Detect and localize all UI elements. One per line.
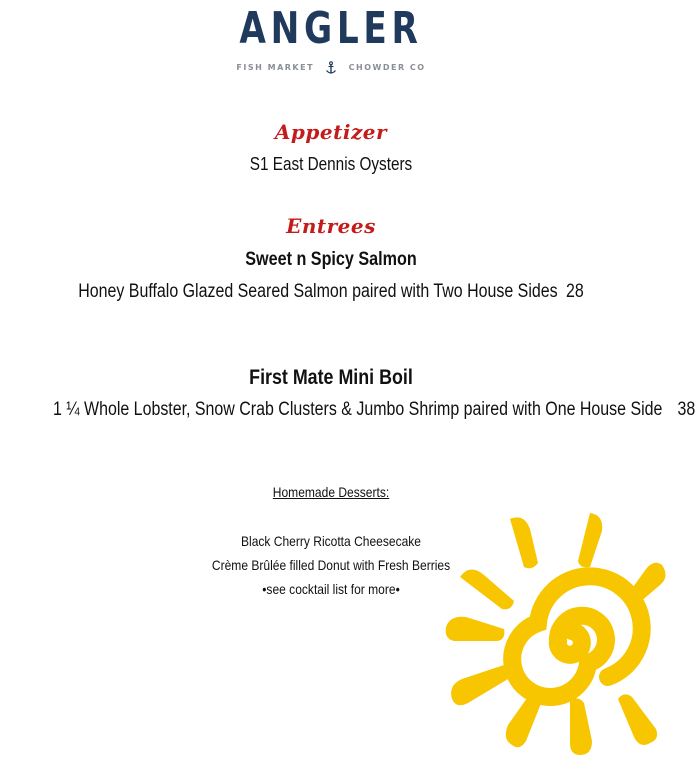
dish-2-name: First Mate Mini Boil [249, 366, 413, 389]
logo-wordmark: ANGLER [239, 3, 423, 54]
dish-2-line [52, 399, 695, 421]
dish-2-description: 1 ¼ Whole Lobster, Snow Crab Clusters & Jumbo Shrimp paired with One House Side [52, 399, 663, 420]
dish-1-name: Sweet n Spicy Salmon [245, 249, 417, 270]
dish-1-price: 28 [566, 281, 584, 302]
desserts-title [46, 484, 615, 500]
cocktail-note: •see cocktail list for more• [262, 581, 400, 597]
anchor-icon [324, 61, 338, 75]
sun-icon [440, 505, 680, 765]
logo-tagline [0, 60, 662, 76]
logo-tagline-right: CHOWDER CO [348, 63, 426, 72]
dish-1-line [53, 281, 609, 303]
appetizer-title: Appetizer [274, 120, 388, 144]
dish-1-description: Honey Buffalo Glazed Seared Salmon paired with Two House Sides [78, 281, 558, 302]
logo-tagline-left: FISH MARKET [236, 63, 315, 72]
dessert-item: Crème Brûlée filled Donut with Fresh Berries [211, 557, 451, 573]
dish-2-price: 38 [677, 399, 695, 420]
entrees-title: Entrees [286, 214, 376, 238]
desserts-title-text: Homemade Desserts: [272, 484, 390, 500]
appetizer-item: S1 East Dennis Oysters [249, 154, 413, 174]
dessert-item: Black Cherry Ricotta Cheesecake [240, 533, 422, 549]
